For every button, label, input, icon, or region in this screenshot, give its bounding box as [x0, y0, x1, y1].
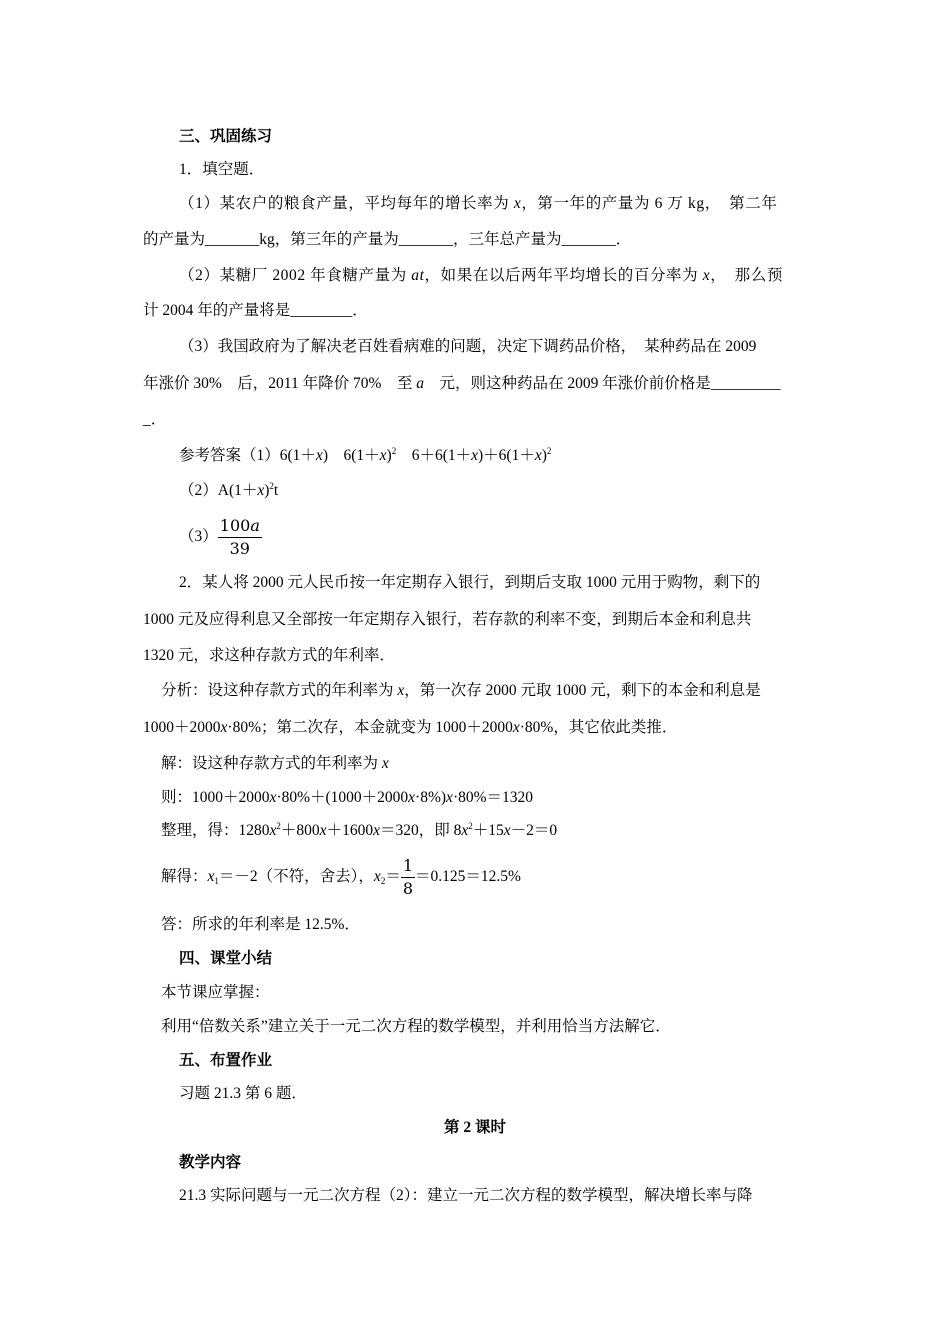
lesson-2-title: 第 2 课时 [443, 1119, 506, 1136]
question-2-line-3: 1320 元，求这种存款方式的年利率． [143, 647, 395, 664]
question-1b-line-2: 计 2004 年的产量将是________． [143, 302, 368, 319]
analysis-line-1: 分析：设这种存款方式的年利率为 x，第一次存 2000 元取 1000 元，剩下的本金和利息是 [161, 682, 761, 699]
summary-line-1: 本节课应掌握： [161, 984, 270, 1001]
section-heading-practice: 三、巩固练习 [179, 128, 273, 145]
section-heading-homework: 五、布置作业 [179, 1052, 273, 1069]
question-2-line-1: 2．某人将 2000 元人民币按一年定期存入银行，到期后支取 1000 元用于购物，剩下的 [179, 574, 761, 591]
section-heading-summary: 四、课堂小结 [179, 950, 273, 967]
question-1c-line-2: 年涨价 30% 后，2011 年降价 70% 至 a 元，则这种药品在 2009 年涨价前价格是_________ [143, 375, 781, 392]
question-2-line-2: 1000 元及应得利息又全部按一年定期存入银行，若存款的利率不变，到期后本金和利息共 [143, 611, 752, 628]
question-1c-line-1: （3）我国政府为了解决老百姓看病难的问题，决定下调药品价格， 某种药品在 2009 [179, 338, 757, 355]
teaching-content-line-1: 21.3 实际问题与一元二次方程（2）：建立一元二次方程的数学模型，解决增长率与降 [179, 1187, 753, 1204]
question-1c-line-3: _． [143, 411, 167, 428]
solution-fraction: $\frac{1}{8}$ [402, 855, 414, 898]
question-1a-line-1: （1）某农户的粮食产量，平均每年的增长率为 x，第一年的产量为 6 万 kg， 第二年 [179, 195, 778, 212]
question-1a-line-2: 的产量为_______kg，第三年的产量为_______，三年总产量为_______． [143, 231, 632, 248]
answer-2: $(2)A(1+x)^2t$ [179, 481, 279, 499]
question-1b-line-1: （2）某糖厂 2002 年食糖产量为 at，如果在以后两年平均增长的百分率为 x， 那么预 [179, 267, 783, 284]
question-1-title: 1．填空题． [179, 161, 265, 178]
solution-line-1: 解：设这种存款方式的年利率为 x [161, 755, 389, 772]
summary-line-2: 利用“倍数关系”建立关于一元二次方程的数学模型，并利用恰当方法解它． [161, 1018, 671, 1035]
solution-answer: 答：所求的年利率是 12.5%． [161, 916, 360, 933]
answer-1: 参考答案（1）6(1＋x) $6(1+x)^2$ $6+6(1+x)+6(1+x)^2$ [179, 446, 552, 464]
homework-line-1: 习题 21.3 第 6 题． [179, 1085, 307, 1102]
solution-line-2: 则：1000＋2000x·80%＋(1000＋2000x·8%)x·80%＝1320 [161, 789, 534, 806]
answer-3: （3） $\frac{100a}{39}$ [179, 515, 260, 558]
analysis-line-2: 1000＋2000x·80%；第二次存，本金就变为 1000＋2000x·80%，其它依此类推． [143, 719, 678, 736]
solution-line-3: 整理，得：$1280x^2+800x+1600x=320$，即 $8x^2+15x-2=0$ [161, 821, 558, 839]
answer-3-fraction: $\frac{100a}{39}$ [219, 515, 260, 558]
solution-line-4: 解得：$x_1=-2$（不符，舍去），$x_2=$ $\frac{1}{8}$ ＝0.125＝12.5% [161, 855, 521, 898]
teaching-content-heading: 教学内容 [179, 1154, 242, 1171]
